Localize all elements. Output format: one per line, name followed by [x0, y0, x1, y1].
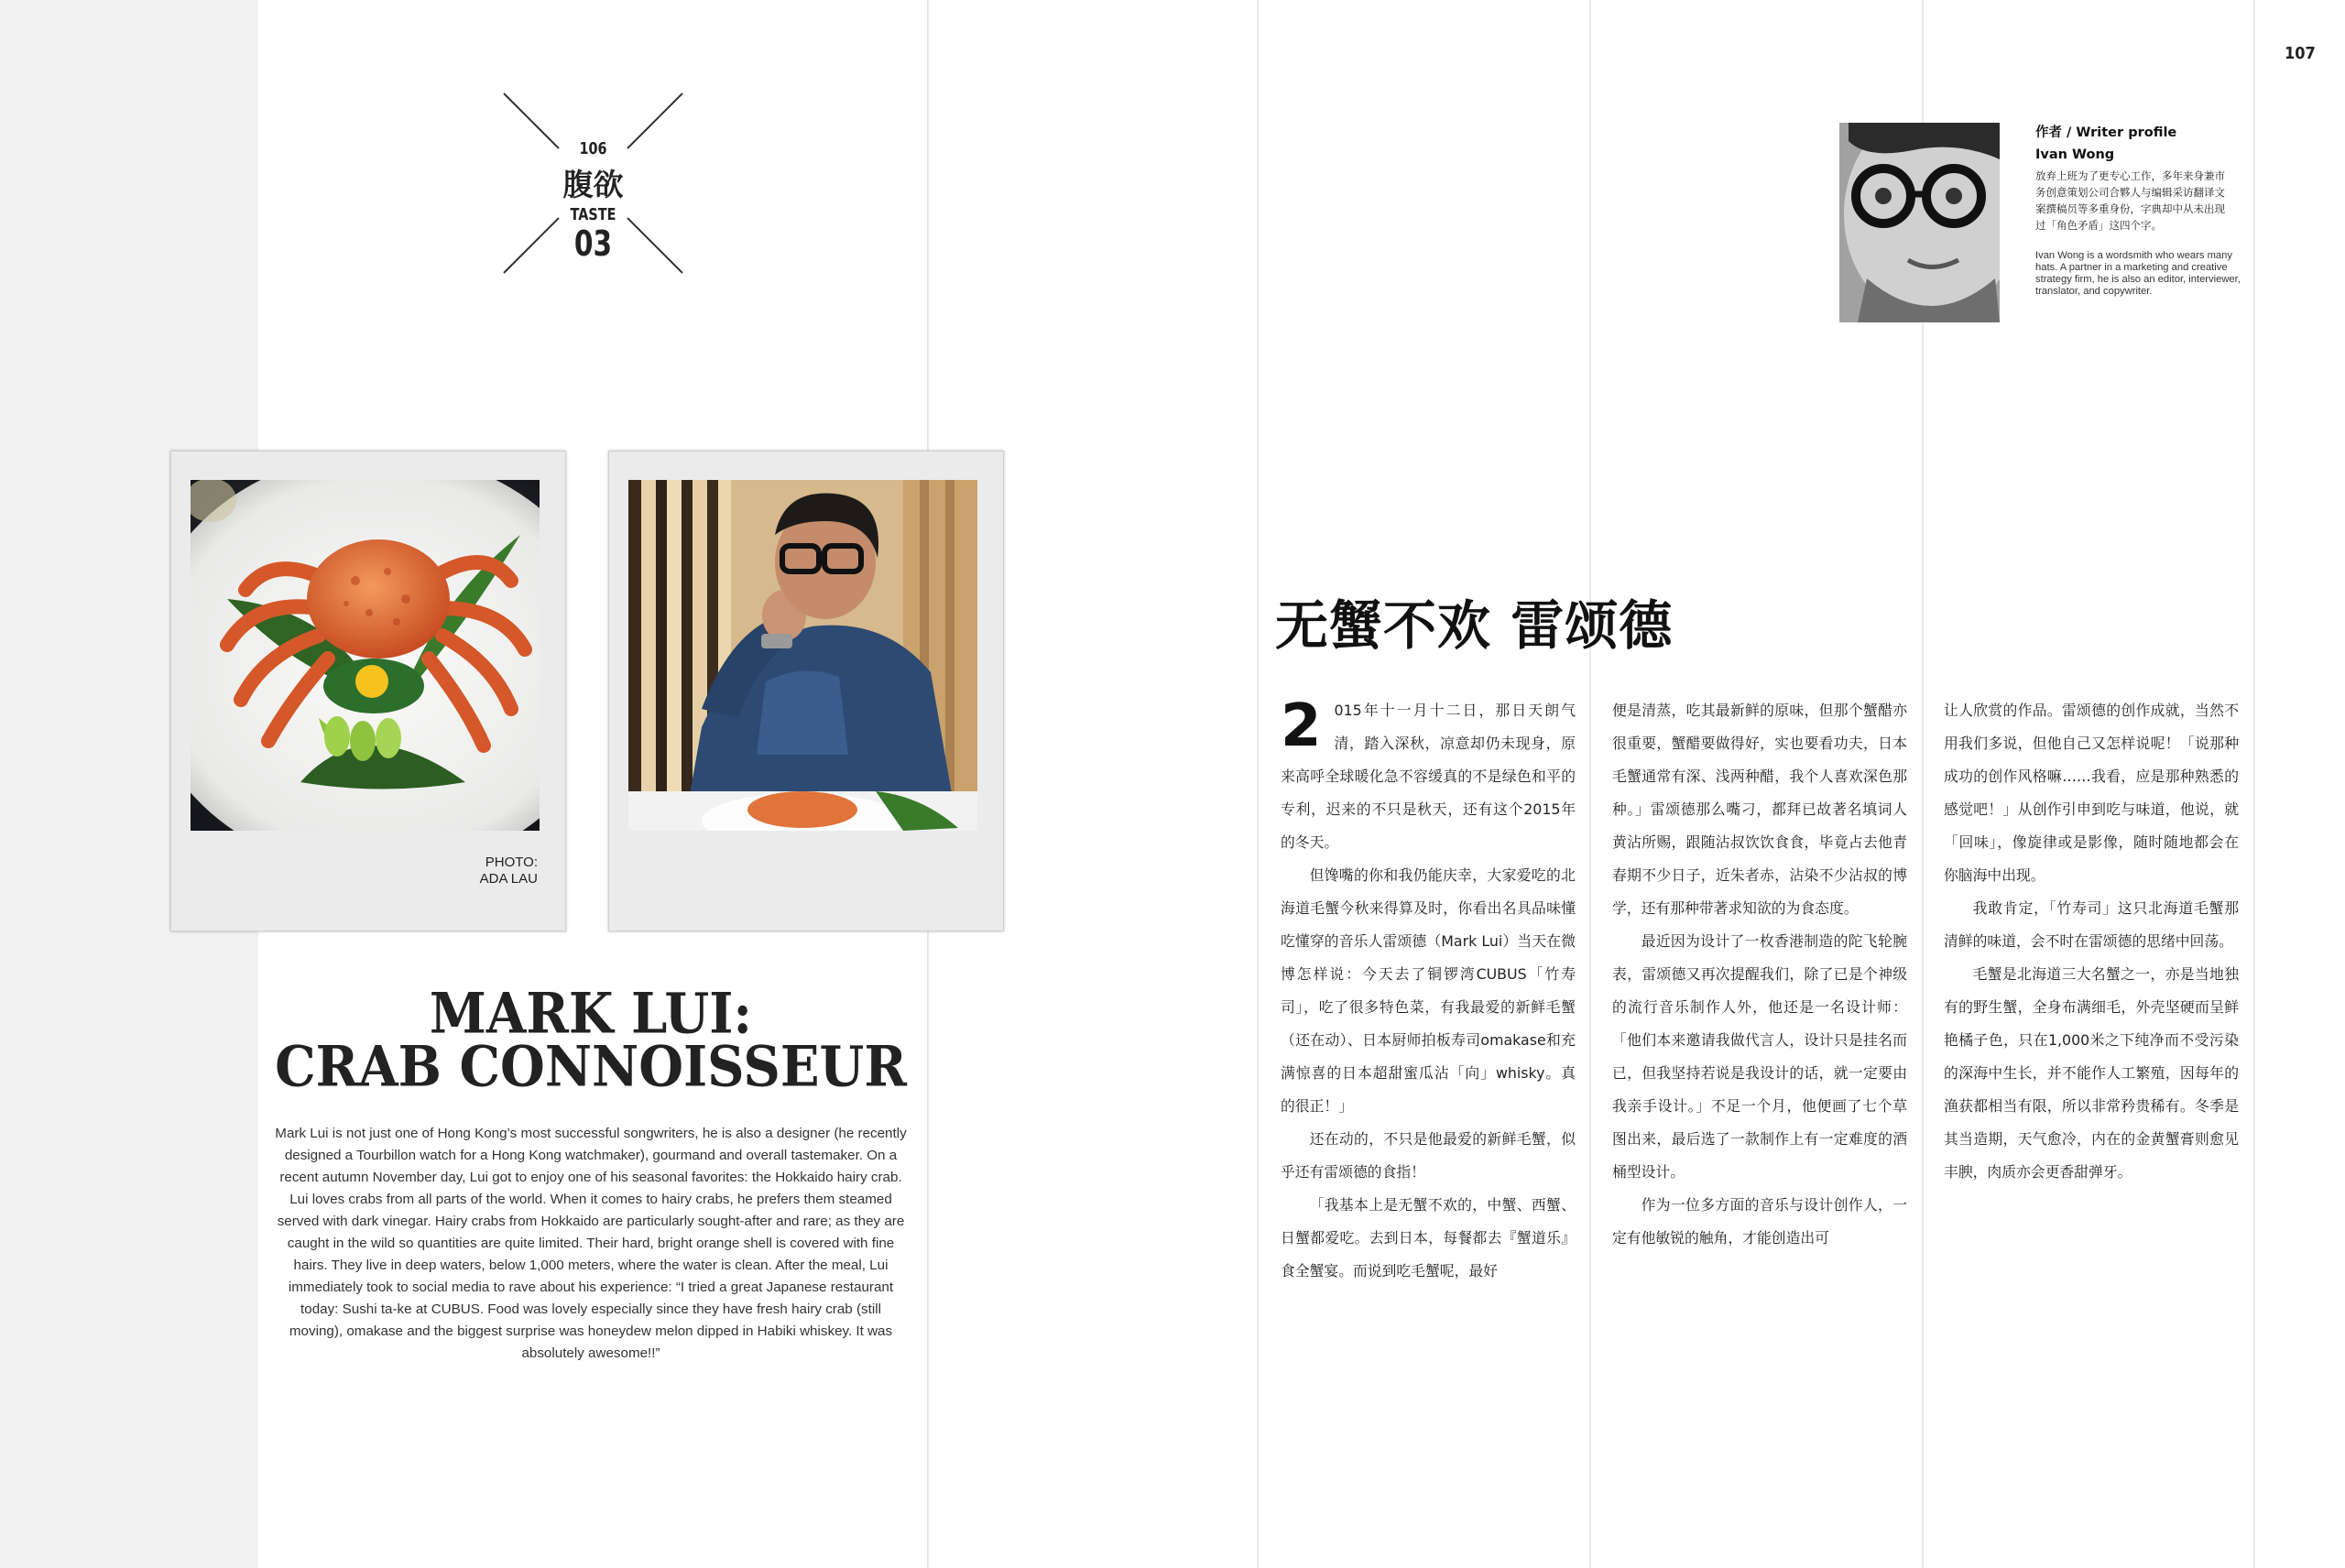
article-column-3 — [1944, 694, 2239, 1189]
english-summary-text: Mark Lui is not just one of Hong Kong’s most successful songwriters, he is also a designer (he recently designed a Tourbillon watch for a Hong Kong watchmaker), gourmand and overall tastemaker. On a recent autumn November day, Lui got to enjoy one of his seasonal favorites: the Hokkaido hairy crab. Lui loves crabs from all parts of the world. When it comes to hairy crabs, he prefers them steamed served with dark vinegar. Hairy crabs from Hokkaido are particularly sought-after and rare; as they are caught in the wild so quantities are quite limited. Their hard, bright orange shell is covered with fine hairs. They live in deep waters, below 1,000 meters, where the water is clean. After the meal, Lui immediately took to social media to rave about his experience: “I tried a great Japanese restaurant today: Sushi ta-ke at CUBUS. Food was lovely especially since they have fresh hairy crab (still moving), omakase and the biggest surprise was honeydew melon dipped in Habiki whiskey. It was absolutely awesome!!” — [275, 1126, 907, 1361]
writer-bio-english: Ivan Wong is a wordsmith who wears many hats. A partner in a marketing and creative strategy firm, he is also an editor, interviewer, translator, and copywriter. — [2035, 250, 2241, 297]
article-column-2 — [1612, 694, 1907, 1255]
writer-name: Ivan Wong — [2035, 147, 2115, 162]
logo-section-label: TASTE — [570, 205, 616, 224]
polaroid-frame-right — [608, 451, 1004, 931]
logo-chinese-title: 腹欲 — [562, 167, 624, 202]
english-headline — [266, 981, 916, 1100]
photo-credit-label: PHOTO: — [485, 855, 538, 870]
logo-section-number: 03 — [573, 223, 613, 264]
section-logo — [499, 92, 687, 275]
polaroid-frame-left — [170, 451, 566, 931]
column-guide — [1589, 0, 1591, 1568]
article-paragraph: 最近因为设计了一枚香港制造的陀飞轮腕表，雷颂德又再次提醒我们，除了已是个神级的流行音乐制作人外，他还是一名设计师：「他们本来邀请我做代言人，设计只是挂名而已，但我坚持若说是我设计的话，就一定要由我亲手设计。」不足一个月，他便画了七个草图出来，最后选了一款制作上有一定难度的酒桶型设计。 — [1612, 932, 1907, 1181]
article-paragraph: 让人欣赏的作品。雷颂德的创作成就，当然不用我们多说，但他自己又怎样说呢！「说那种成功的创作风格嘛……我看，应是那种熟悉的感觉吧！」从创作引申到吃与味道，他说，就「回味」，像旋律或是影像，随时随地都会在你脑海中出现。 — [1944, 702, 2239, 884]
crab-dish-photo — [191, 480, 540, 831]
article-paragraph: 2 015年十一月十二日，那日天朗气清，踏入深秋，凉意却仍未现身，原来高呼全球暖化急不容缓真的不是绿色和平的专利，迟来的不只是秋天，还有这个2015年的冬天。 — [1281, 692, 1576, 851]
article-paragraph: 但馋嘴的你和我仍能庆幸，大家爱吃的北海道毛蟹今秋来得算及时，你看出名具品味懂吃懂穿的音乐人雷颂德（Mark Lui）当天在微博怎样说：今天去了铜锣湾CUBUS「竹寿司」，吃了很多特色菜，有我最爱的新鲜毛蟹（还在动）、日本厨师拍板寿司omakase和充满惊喜的日本超甜蜜瓜沾「向」whisky。真的很正！」 — [1281, 866, 1576, 1115]
headline-line-1: MARK LUI: — [429, 981, 753, 1047]
photo-credit — [446, 855, 538, 887]
mark-lui-portrait-photo — [628, 480, 977, 831]
writer-bio-chinese: 放弃上班为了更专心工作，多年来身兼市务创意策划公司合夥人与编辑采访翻译文案撰稿员等多重身份，字典却中从未出现过「角色矛盾」这四个字。 — [2035, 169, 2225, 232]
article-paragraph: 还在动的，不只是他最爱的新鲜毛蟹，似乎还有雷颂德的食指！ — [1281, 1130, 1576, 1181]
article-column-1 — [1281, 694, 1576, 1288]
writer-profile-title: 作者 / Writer profile — [2035, 125, 2177, 140]
column-guide — [2253, 0, 2255, 1568]
headline-line-2: CRAB CONNOISSEUR — [275, 1034, 907, 1100]
chinese-headline: 无蟹不欢 雷颂德 — [1275, 594, 1674, 657]
drop-cap: 2 — [1281, 692, 1322, 760]
writer-portrait-photo — [1839, 123, 2000, 322]
article-paragraph: 「我基本上是无蟹不欢的，中蟹、西蟹、日蟹都爱吃。去到日本，每餐都去『蟹道乐』食全蟹宴。而说到吃毛蟹呢，最好 — [1281, 1196, 1576, 1279]
column-guide — [1257, 0, 1259, 1568]
article-paragraph: 作为一位多方面的音乐与设计创作人，一定有他敏锐的触角，才能创造出可 — [1612, 1196, 1907, 1247]
article-paragraph: 我敢肯定，「竹寿司」这只北海道毛蟹那清鲜的味道，会不时在雷颂德的思绪中回荡。 — [1944, 899, 2239, 950]
article-paragraph: 毛蟹是北海道三大名蟹之一，亦是当地独有的野生蟹，全身布满细毛，外壳坚硬而呈鲜艳橘子色，只在1,000米之下纯净而不受污染的深海中生长，并不能作人工繁殖，因每年的渔获都相当有限，所以非常矜贵稀有。冬季是其当造期，天气愈冷，内在的金黄蟹膏则愈见丰腴，肉质亦会更香甜弹牙。 — [1944, 965, 2239, 1181]
logo-issue-number: 106 — [579, 139, 607, 158]
photo-credit-name: ADA LAU — [479, 871, 538, 887]
page-number-right: 107 — [2285, 44, 2316, 63]
article-paragraph: 便是清蒸，吃其最新鲜的原味，但那个蟹醋亦很重要，蟹醋要做得好，实也要看功夫，日本毛蟹通常有深、浅两种醋，我个人喜欢深色那种。」雷颂德那么嘴刁，都拜已故著名填词人黄沾所赐，跟随沾叔饮饮食食，毕竟占去他青春期不少日子，近朱者赤，沾染不少沾叔的博学，还有那种带著求知欲的为食态度。 — [1612, 702, 1907, 917]
